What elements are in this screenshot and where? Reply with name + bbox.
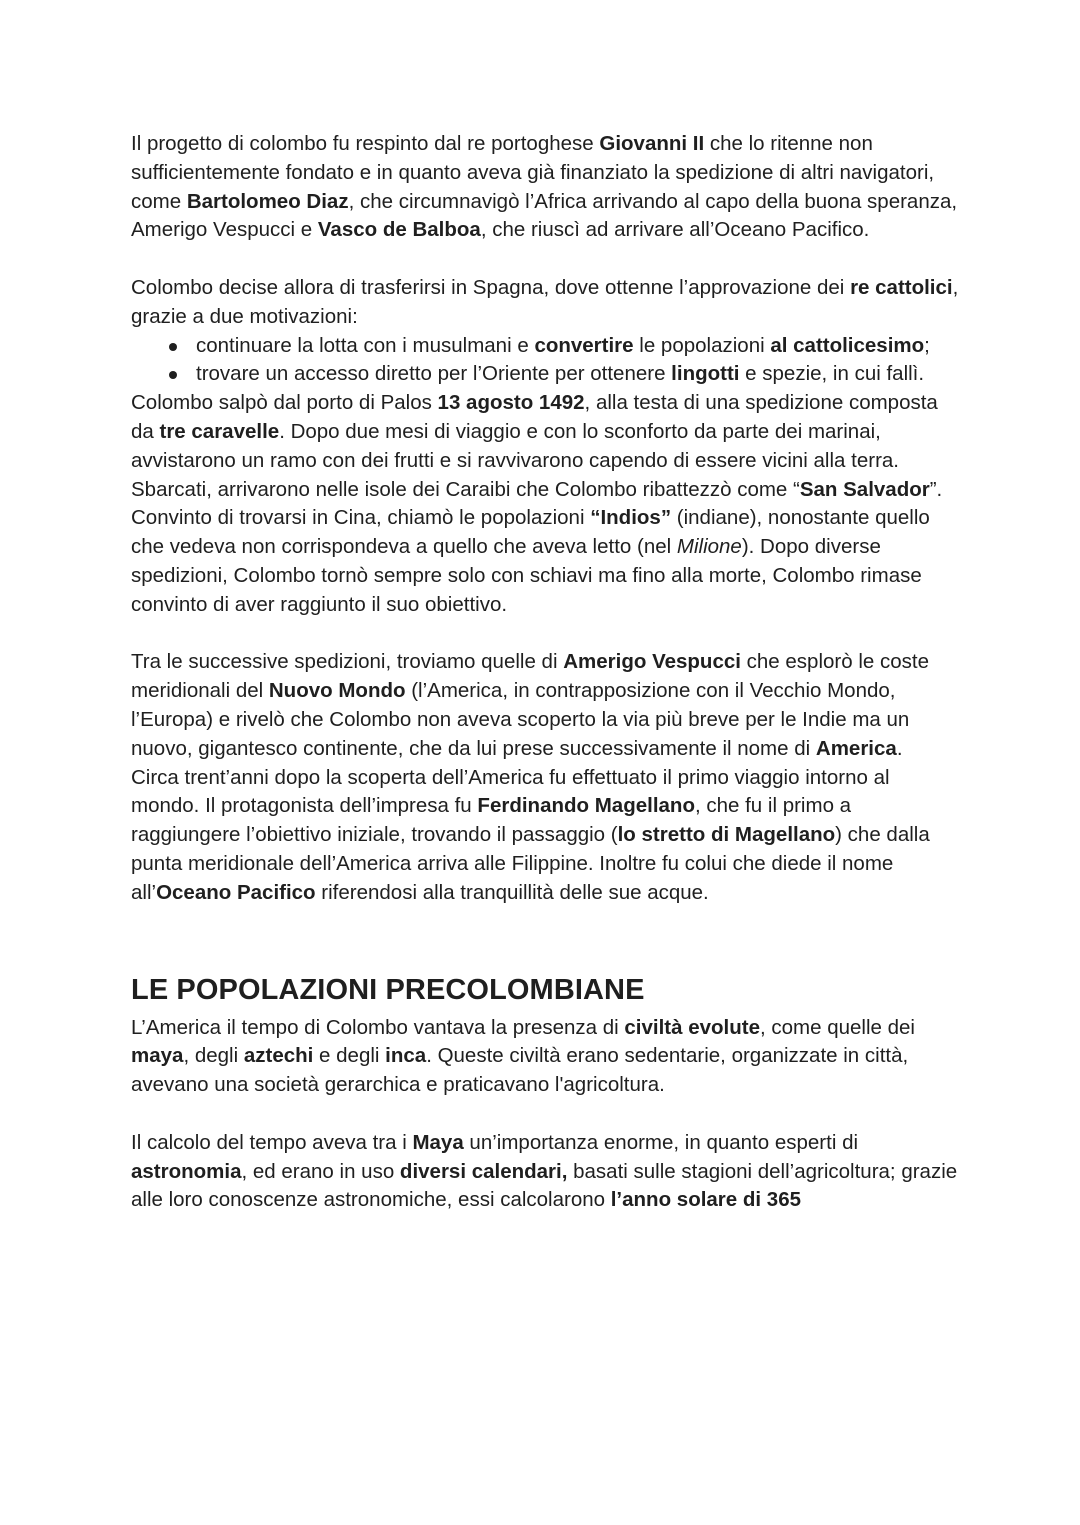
text-run: , che circumnavigò l’Africa arrivando al capo della buona speranza, Amerigo Vespucci e	[131, 189, 958, 242]
text-run: riferendosi alla tranquillità delle sue acque.	[315, 880, 709, 904]
bold-maya: maya	[131, 1044, 184, 1068]
bold-indios: “Indios”	[590, 506, 672, 530]
text-run: (l’America, in contrapposizione con il Vecchio Mondo, l’Europa) e rivelò che Colombo non aveva scoperto la via più breve per le Indie ma un nuovo, gigantesco continente, che da lui prese successivamente il nome di	[131, 679, 910, 760]
bold-oceano-pacifico: Oceano Pacifico	[156, 880, 316, 904]
bold-ferdinando-magellano: Ferdinando Magellano	[477, 794, 695, 818]
bold-stretto-di-magellano: lo stretto di Magellano	[617, 823, 836, 847]
text-run: Circa trent’anni dopo la scoperta dell’America fu effettuato il primo viaggio intorno al mondo. Il protagonista dell’impresa fu	[131, 765, 890, 818]
text-run: (indiane), nonostante quello che vedeva non corrispondeva a quello che aveva letto (nel	[131, 506, 930, 559]
bold-date: 13 agosto 1492	[437, 391, 585, 415]
document-body	[131, 130, 961, 1215]
text-run: , degli	[183, 1044, 244, 1068]
paragraph-civilta	[131, 1014, 961, 1100]
paragraph-gap	[131, 620, 961, 649]
text-run: , alla testa di una spedizione composta da	[131, 391, 938, 443]
bold-san-salvador: San Salvador	[799, 477, 930, 501]
bold-bartolomeo-diaz: Bartolomeo Diaz	[186, 189, 349, 213]
text-run: L’America il tempo di Colombo vantava la presenza di	[131, 1015, 625, 1039]
text-run: basati sulle stagioni dell’agricoltura; grazie alle loro conoscenze astronomiche, essi calcolarono	[131, 1159, 958, 1212]
text-run: Colombo decise allora di trasferirsi in Spagna, dove ottenne l’approvazione dei	[131, 275, 851, 299]
bold-amerigo-vespucci: Amerigo Vespucci	[563, 650, 741, 674]
bold-anno-solare: l’anno solare di 365	[610, 1188, 801, 1212]
bold-vasco-de-balboa: Vasco de Balboa	[317, 218, 481, 242]
text-run: , come quelle dei	[760, 1015, 915, 1039]
text-run: e degli	[313, 1044, 386, 1068]
paragraph-maya-calendar	[131, 1129, 961, 1215]
text-run: che esplorò le coste meridionali del	[131, 650, 929, 703]
bold-america: America	[815, 736, 897, 760]
text-run: ;	[924, 333, 930, 357]
paragraph-palos	[131, 389, 961, 619]
paragraph-magellano	[131, 764, 961, 908]
text-run: trovare un accesso diretto per l’Oriente per ottenere	[196, 362, 672, 386]
bold-astronomia: astronomia	[131, 1159, 242, 1183]
italic-milione: Milione	[676, 535, 742, 559]
paragraph-gap	[131, 1100, 961, 1129]
bold-lingotti: lingotti	[671, 362, 740, 386]
bold-convertire: convertire	[534, 333, 634, 357]
bold-diversi-calendari: diversi calendari,	[399, 1159, 568, 1183]
bold-tre-caravelle: tre caravelle	[159, 419, 280, 443]
bold-inca: inca	[385, 1044, 427, 1068]
text-run: e spezie, in cui fallì.	[739, 362, 925, 386]
text-run: Il calcolo del tempo aveva tra i	[131, 1130, 413, 1154]
text-run: .	[896, 736, 903, 760]
bold-maya: Maya	[412, 1130, 464, 1154]
bold-civilta-evolute: civiltà evolute	[624, 1015, 760, 1039]
paragraph-spagna	[131, 274, 961, 332]
text-run: . Queste civiltà erano sedentarie, organizzate in città, avevano una società gerarchica e praticavano l'agricoltura.	[131, 1044, 909, 1097]
text-run: ) che dalla punta meridionale dell’America arriva alle Filippine. Inoltre fu colui che diede il nome all’	[131, 823, 930, 904]
text-run: . Dopo due mesi di viaggio e con lo sconforto da parte dei marinai, avvistarono un ramo con dei frutti e si ravvivarono capendo di essere vicini alla terra. Sbarcati, arrivarono nelle isole dei Caraibi che Colombo ribattezzò come “	[131, 419, 899, 501]
text-run: Colombo salpò dal porto di Palos	[131, 391, 438, 415]
paragraph-giovanni	[131, 130, 961, 245]
text-run: un’importanza enorme, in quanto esperti di	[463, 1130, 859, 1154]
text-run: ”. Convinto di trovarsi in Cina, chiamò le popolazioni	[131, 477, 943, 530]
bold-giovanni-ii: Giovanni II	[599, 132, 705, 155]
bold-re-cattolici: re cattolici	[850, 275, 953, 299]
list-item	[131, 360, 961, 389]
list-item	[131, 332, 961, 361]
text-run: continuare la lotta con i musulmani e	[196, 333, 535, 357]
bold-al-cattolicesimo: al cattolicesimo	[770, 333, 925, 357]
paragraph-gap	[131, 245, 961, 274]
bold-nuovo-mondo: Nuovo Mondo	[268, 679, 406, 703]
text-run: le popolazioni	[633, 333, 771, 357]
bold-aztechi: aztechi	[243, 1044, 314, 1068]
motivations-list	[131, 332, 961, 390]
section-heading: LE POPOLAZIONI PRECOLOMBIANE	[131, 973, 645, 1006]
text-run: che lo ritenne non sufficientemente fondato e in quanto aveva già finanziato la spedizione di altri navigatori, come	[131, 132, 935, 213]
text-run: , ed erano in uso	[241, 1159, 400, 1183]
paragraph-vespucci	[131, 648, 961, 763]
text-run: Il progetto di colombo fu respinto dal re portoghese	[131, 132, 600, 155]
text-run: , che fu il primo a raggiungere l’obiettivo iniziale, trovando il passaggio (	[131, 794, 852, 847]
text-run: ). Dopo diverse spedizioni, Colombo tornò sempre solo con schiavi ma fino alla morte, Colombo rimase convinto di aver raggiunto il suo obiettivo.	[131, 535, 922, 616]
text-run: , che riuscì ad arrivare all’Oceano Pacifico.	[480, 218, 870, 242]
text-run: , grazie a due motivazioni:	[131, 275, 959, 328]
text-run: Tra le successive spedizioni, troviamo quelle di	[131, 650, 564, 674]
